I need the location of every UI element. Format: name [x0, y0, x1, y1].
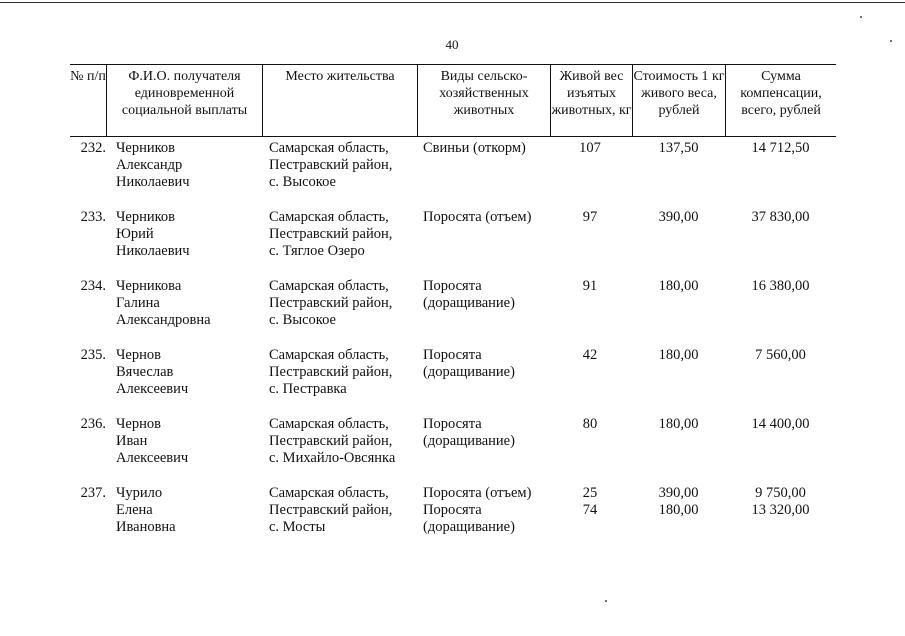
recipient-name [116, 416, 261, 467]
recipient-name-line: Чернов [116, 347, 161, 363]
cost-per-kg [632, 416, 725, 433]
animal-kind [423, 347, 558, 381]
table-row [70, 482, 836, 551]
live-weight-line: 107 [579, 140, 601, 156]
cost-per-kg [632, 140, 725, 157]
residence-address-line: с. Михайло-Овсянка [269, 450, 396, 466]
recipient-name-line: Черникова [116, 278, 182, 294]
compensation-sum-line: 14 712,50 [751, 140, 810, 156]
animal-kind-line: Поросята [423, 278, 482, 294]
residence-address-line: с. Пестравка [269, 381, 347, 397]
cost-per-kg [632, 209, 725, 226]
compensation-sum [725, 416, 836, 433]
live-weight [550, 140, 630, 157]
recipient-name-line: Александровна [116, 312, 211, 328]
cost-per-kg-line: 137,50 [658, 140, 699, 156]
residence-address-line: Пестравский район, [269, 433, 393, 449]
residence-address-line: Пестравский район, [269, 157, 393, 173]
animal-kind-line: Поросята [423, 347, 482, 363]
header-compensation-sum: Сумма компенсации, всего, рублей [725, 65, 836, 136]
cost-per-kg-line: 390,00 [658, 485, 699, 501]
compensation-sum [725, 347, 836, 364]
recipient-name-line: Чернов [116, 416, 161, 432]
residence-address-line: Самарская область, [269, 140, 389, 156]
residence-address-line: Пестравский район, [269, 502, 393, 518]
compensation-table [70, 64, 836, 551]
cost-per-kg-line: 180,00 [658, 278, 699, 294]
recipient-name-line: Вячеслав [116, 364, 174, 380]
animal-kind-line: (доращивание) [423, 519, 515, 535]
header-cost-per-kg: Стоимость 1 кг живого веса, рублей [632, 65, 725, 136]
recipient-name [116, 347, 261, 398]
recipient-name-line: Черников [116, 209, 176, 225]
table-row [70, 275, 836, 344]
animal-kind [423, 140, 558, 157]
compensation-sum-line: 9 750,00 [755, 485, 806, 501]
header-name: Ф.И.О. получателя единовременной социальной выплаты [106, 65, 262, 136]
header-num: № п/п [70, 69, 106, 84]
scan-speck [860, 16, 862, 18]
live-weight-line: 80 [582, 416, 598, 432]
row-number: 234. [80, 278, 106, 294]
recipient-name-line: Николаевич [116, 174, 190, 190]
residence-address-line: с. Высокое [269, 174, 336, 190]
page-number: 40 [445, 37, 459, 52]
row-number: 235. [80, 347, 106, 363]
recipient-name [116, 209, 261, 260]
residence-address-line: с. Высокое [269, 312, 336, 328]
live-weight [550, 416, 630, 433]
residence-address-line: с. Тяглое Озеро [269, 243, 365, 259]
recipient-name [116, 485, 261, 536]
animal-kind-line: Поросята (отъем) [423, 485, 532, 501]
recipient-name [116, 278, 261, 329]
scan-speck [605, 600, 607, 602]
animal-kind-line: (доращивание) [423, 364, 515, 380]
cost-per-kg [632, 278, 725, 295]
compensation-sum [725, 140, 836, 157]
animal-kind-line: Поросята (отъем) [423, 209, 532, 225]
cost-per-kg [632, 347, 725, 364]
compensation-sum-line: 16 380,00 [751, 278, 810, 294]
row-number: 236. [80, 416, 106, 432]
live-weight-line: 91 [582, 278, 598, 294]
residence-address-line: Самарская область, [269, 347, 389, 363]
compensation-sum-line: 14 400,00 [751, 416, 810, 432]
residence-address-line: с. Мосты [269, 519, 326, 535]
recipient-name-line: Черников [116, 140, 176, 156]
recipient-name-line: Елена [116, 502, 153, 518]
residence-address [269, 485, 419, 536]
scan-speck [890, 40, 892, 42]
recipient-name-line: Галина [116, 295, 160, 311]
residence-address-line: Самарская область, [269, 485, 389, 501]
cost-per-kg [632, 485, 725, 519]
table-row [70, 344, 836, 413]
live-weight [550, 485, 630, 519]
table-row [70, 413, 836, 482]
recipient-name-line: Алексеевич [116, 450, 189, 466]
residence-address [269, 140, 419, 191]
animal-kind-line: (доращивание) [423, 295, 515, 311]
row-number: 233. [80, 209, 106, 225]
residence-address-line: Самарская область, [269, 209, 389, 225]
live-weight [550, 209, 630, 226]
live-weight [550, 347, 630, 364]
animal-kind [423, 209, 558, 226]
compensation-sum-line: 7 560,00 [755, 347, 806, 363]
recipient-name [116, 140, 261, 191]
residence-address-line: Самарская область, [269, 416, 389, 432]
table-body [70, 137, 836, 551]
animal-kind [423, 416, 558, 450]
recipient-name-line: Чурило [116, 485, 163, 501]
animal-kind-line: Поросята [423, 502, 482, 518]
row-number: 232. [80, 140, 106, 156]
compensation-sum [725, 278, 836, 295]
row-number: 237. [80, 485, 106, 501]
table-header [70, 64, 836, 137]
compensation-sum [725, 485, 836, 519]
animal-kind [423, 278, 558, 312]
compensation-sum-line: 37 830,00 [751, 209, 810, 225]
residence-address [269, 416, 419, 467]
animal-kind-line: Свиньи (откорм) [423, 140, 526, 156]
residence-address [269, 347, 419, 398]
compensation-sum-line: 13 320,00 [751, 502, 810, 518]
animal-kind [423, 485, 558, 536]
residence-address [269, 278, 419, 329]
live-weight-line: 97 [582, 209, 598, 225]
table-row [70, 137, 836, 206]
compensation-sum [725, 209, 836, 226]
animal-kind-line: Поросята [423, 416, 482, 432]
residence-address-line: Пестравский район, [269, 226, 393, 242]
cost-per-kg-line: 180,00 [658, 347, 699, 363]
cost-per-kg-line: 180,00 [658, 502, 699, 518]
live-weight-line: 74 [582, 502, 598, 518]
header-live-weight: Живой вес изъятых животных, кг [550, 65, 632, 136]
recipient-name-line: Алексеевич [116, 381, 189, 397]
residence-address-line: Самарская область, [269, 278, 389, 294]
recipient-name-line: Николаевич [116, 243, 190, 259]
cost-per-kg-line: 180,00 [658, 416, 699, 432]
recipient-name-line: Иван [116, 433, 148, 449]
table-row [70, 206, 836, 275]
recipient-name-line: Ивановна [116, 519, 176, 535]
residence-address-line: Пестравский район, [269, 364, 393, 380]
cost-per-kg-line: 390,00 [658, 209, 699, 225]
header-animal-kind: Виды сельско-хозяйственных животных [417, 65, 550, 136]
page-top-border [0, 2, 905, 3]
live-weight-line: 42 [582, 347, 598, 363]
animal-kind-line: (доращивание) [423, 433, 515, 449]
residence-address [269, 209, 419, 260]
live-weight [550, 278, 630, 295]
header-address: Место жительства [262, 65, 417, 136]
recipient-name-line: Александр [116, 157, 183, 173]
live-weight-line: 25 [582, 485, 598, 501]
residence-address-line: Пестравский район, [269, 295, 393, 311]
recipient-name-line: Юрий [116, 226, 154, 242]
